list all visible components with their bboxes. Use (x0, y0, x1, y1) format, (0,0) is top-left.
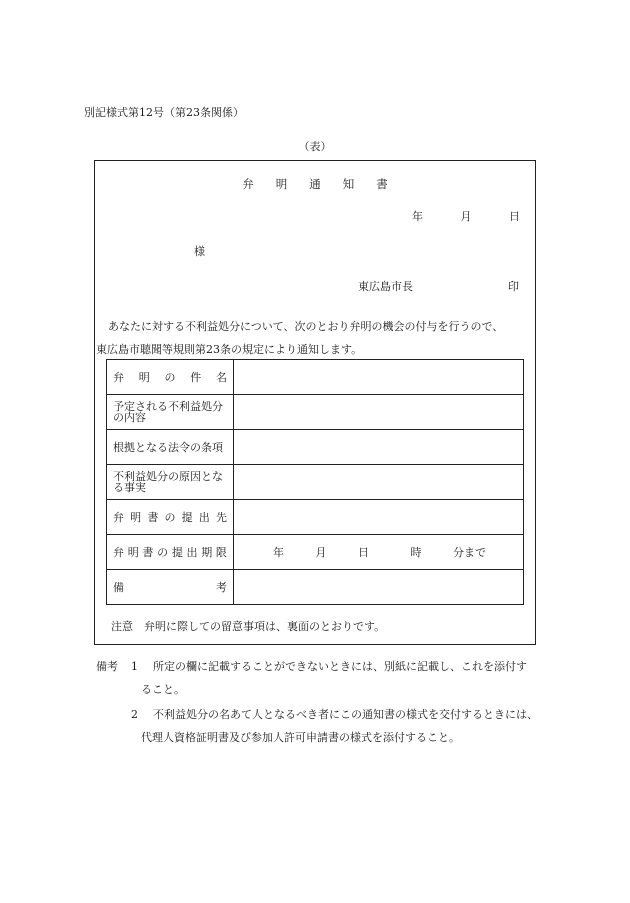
row-label-submission-destination: 弁 明 書 の 提 出 先 (107, 500, 234, 535)
table-row (107, 570, 524, 605)
remark-item-1-continued: ること。 (141, 683, 185, 696)
remark-text-line-1: 不利益処分の名あて人となるべき者にこの通知書の様式を交付するときには、 (153, 708, 538, 721)
table-row (107, 395, 524, 430)
row-label-cause-facts: 不利益処分の原因となる事実 (107, 465, 234, 500)
date-day-label: 日 (509, 210, 520, 223)
remark-item-2 (131, 706, 538, 722)
deadline-day-label: 日 (358, 545, 369, 559)
deadline-hour-label: 時 (410, 545, 422, 559)
row-label-planned-disposition: 予定される不利益処分の内容 (107, 395, 234, 430)
deadline-minute-label: 分まで (453, 545, 486, 559)
deadline-year-label: 年 (273, 545, 284, 559)
row-value-remarks[interactable] (234, 570, 524, 605)
row-value-cause-facts[interactable] (234, 465, 524, 500)
table-row (107, 535, 524, 570)
remark-item-2-continued: 代理人資格証明書及び参加人許可申請書の様式を添付すること。 (141, 731, 460, 744)
table-row (107, 500, 524, 535)
addressee-suffix: 様 (194, 245, 205, 258)
table-row (107, 430, 524, 465)
row-label-subject: 弁 明 の 件 名 (107, 360, 234, 395)
row-label-submission-deadline: 弁 明 書 の 提 出 期 限 (107, 535, 234, 570)
row-value-subject[interactable] (234, 360, 524, 395)
body-text-line-1: あなたに対する不利益処分について、次のとおり弁明の機会の付与を行うので、 (108, 320, 504, 333)
document-title: 弁明通知書 (242, 177, 410, 191)
table-row (107, 360, 524, 395)
caution-note: 注意 弁明に際しての留意事項は、裏面のとおりです。 (111, 620, 386, 633)
row-value-planned-disposition[interactable] (234, 395, 524, 430)
row-label-legal-basis: 根拠となる法令の条項 (107, 430, 234, 465)
date-month-label: 月 (460, 210, 472, 223)
row-value-submission-deadline[interactable] (234, 535, 524, 570)
table-row (107, 465, 524, 500)
row-value-submission-destination[interactable] (234, 500, 524, 535)
row-value-legal-basis[interactable] (234, 430, 524, 465)
notice-details-table (106, 359, 524, 605)
remark-number: 1 (131, 660, 138, 673)
deadline-month-label: 月 (315, 545, 327, 559)
seal-mark: 印 (508, 280, 519, 293)
remark-number: 2 (131, 708, 138, 721)
remarks-heading: 備考 (96, 660, 118, 673)
body-text-line-2: 東広島市聴聞等規則第23条の規定により通知します。 (96, 343, 363, 356)
remark-text-line-1: 所定の欄に記載することができないときには、別紙に記載し、これを添付す (153, 660, 527, 673)
row-label-remarks: 備 考 (107, 570, 234, 605)
front-side-label: （表） (298, 140, 332, 153)
form-number-label: 別記様式第12号（第23条関係） (84, 106, 244, 119)
remark-item-1 (131, 658, 527, 674)
date-year-label: 年 (412, 210, 423, 223)
issuer-name: 東広島市長 (358, 280, 413, 293)
issue-date (412, 208, 520, 224)
